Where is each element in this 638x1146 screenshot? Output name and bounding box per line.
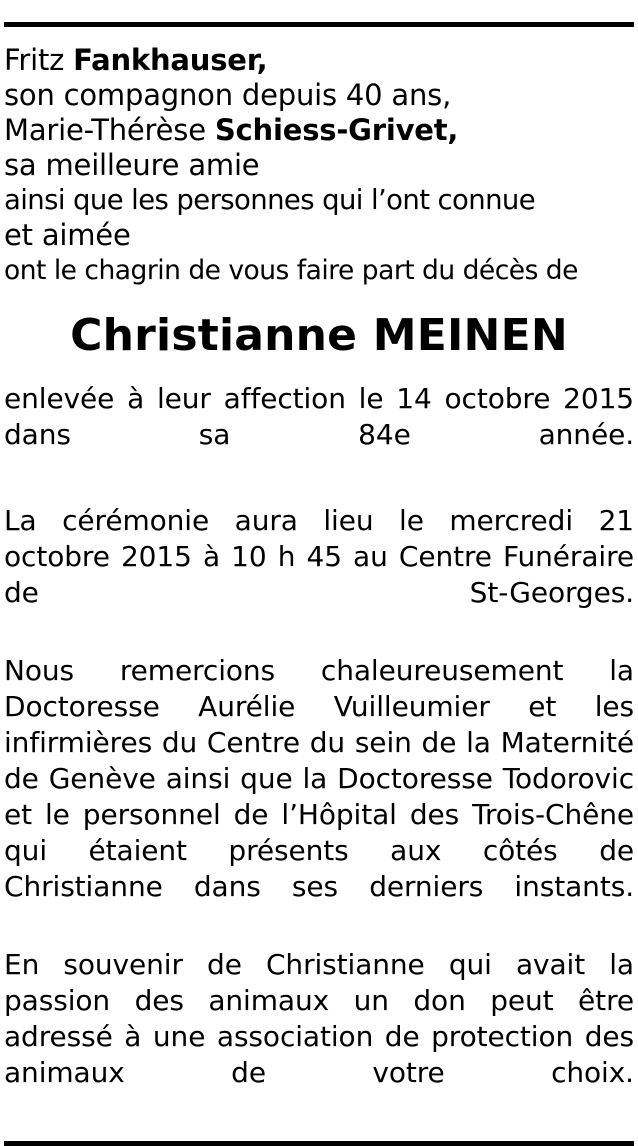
intro-line-5-plain: ainsi que les personnes qui l’ont connue xyxy=(4,184,536,216)
deceased-name: Christianne MEINEN xyxy=(70,310,568,361)
intro-line-2-plain: son compagnon depuis 40 ans, xyxy=(4,78,452,112)
paragraph-donation: En souvenir de Christianne qui avait la passion des animaux un don peut être adressé à une association de protection des animaux de votre choix. xyxy=(4,948,634,1089)
intro-line-3-plain: Marie-Thérèse xyxy=(4,113,215,147)
bottom-divider-rule xyxy=(4,1141,634,1146)
intro-line-5 xyxy=(4,183,634,218)
spacer-1 xyxy=(4,495,634,503)
intro-line-3 xyxy=(4,113,634,148)
intro-line-6-plain: et aimée xyxy=(4,218,131,252)
intro-line-7 xyxy=(4,253,634,288)
intro-block xyxy=(4,43,634,288)
intro-line-2 xyxy=(4,78,634,113)
intro-line-6 xyxy=(4,218,634,253)
intro-line-3-bold: Schiess-Grivet, xyxy=(214,113,459,147)
paragraph-thanks: Nous remercions chaleureusement la Doctoresse Aurélie Vuilleumier et les infirmières du Centre du sein de la Maternité de Genève ainsi que la Doctoresse Todorovic et le personnel de l’Hôpital des Trois-Chêne qui étaient présents aux côtés de Christianne dans ses derniers instants. xyxy=(4,654,634,903)
intro-line-1-plain: Fritz xyxy=(4,43,74,77)
top-divider-rule xyxy=(4,22,634,27)
intro-line-1-bold: Fankhauser, xyxy=(73,43,268,77)
intro-line-7-plain: ont le chagrin de vous faire part du décès de xyxy=(4,255,578,286)
intro-line-1 xyxy=(4,43,634,78)
intro-line-4-plain: sa meilleure amie xyxy=(4,148,260,182)
paragraph-ceremony: La cérémonie aura lieu le mercredi 21 octobre 2015 à 10 h 45 au Centre Funéraire de St-Georges. xyxy=(4,504,634,609)
intro-line-4 xyxy=(4,148,634,183)
paragraph-passing: enlevée à leur affection le 14 octobre 2015 dans sa 84e année. xyxy=(4,382,634,451)
